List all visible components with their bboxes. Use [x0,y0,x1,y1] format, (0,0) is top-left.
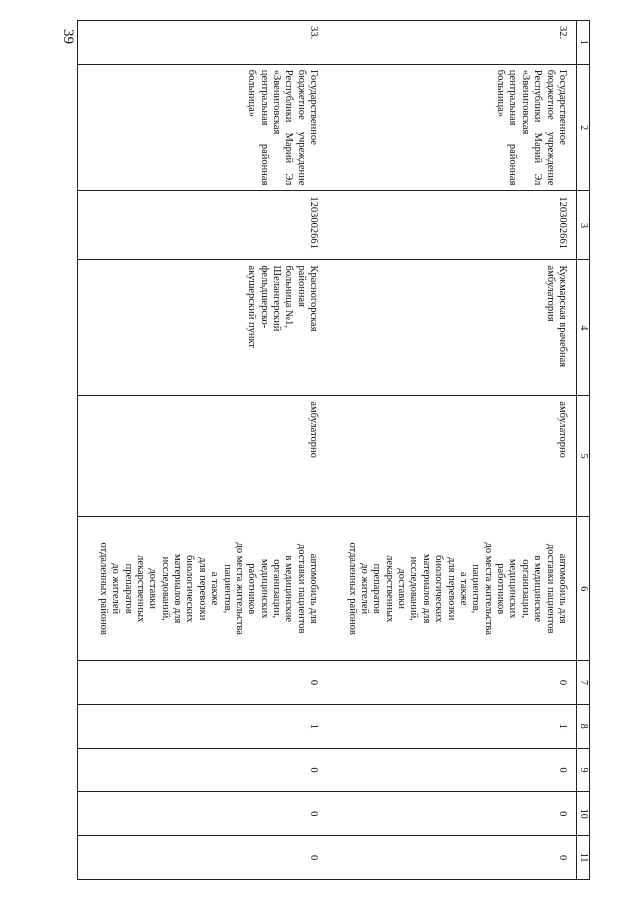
table-row [78,21,327,880]
column-header-5: 5 [577,396,590,517]
care-mode: амбулаторно [78,396,327,517]
column-number-header-row [577,21,590,880]
value-col-8: 1 [78,704,327,748]
page-number: 39 [60,29,76,44]
medical-unit: Кужмарская врачебная амбулатория [327,260,576,396]
column-header-3: 3 [577,191,590,260]
value-col-9: 0 [78,748,327,792]
value-col-8: 1 [327,704,576,748]
institution-name: Государственное бюджетное учреждение Республики Марий Эл «Звениговская центральная районная больница» [78,64,327,191]
column-header-8: 8 [577,704,590,748]
value-col-11: 0 [78,836,327,880]
vehicle-purpose: автомобиль для доставки пациентов в медицинские организации, медицинских работников до места жительства пациентов, а также для перевозки биологических материалов для исследований, доставки лекарственных препаратов до жителей отдаленных районов [78,517,327,661]
document-table-rotated [30,20,590,880]
column-header-7: 7 [577,661,590,705]
row-number: 32. [327,21,576,65]
column-header-4: 4 [577,260,590,396]
value-col-10: 0 [78,792,327,836]
column-header-11: 11 [577,836,590,880]
column-header-1: 1 [577,21,590,65]
value-col-11: 0 [327,836,576,880]
value-col-7: 0 [327,661,576,705]
row-number: 33. [78,21,327,65]
column-header-9: 9 [577,748,590,792]
medical-unit: Красногорская районная больница №1, Шелангерский фельдшерско- акушерский пункт [78,260,327,396]
column-header-2: 2 [577,64,590,191]
institution-code: 1203002661 [78,191,327,260]
care-mode: амбулаторно [327,396,576,517]
column-header-10: 10 [577,792,590,836]
medical-transport-table [78,20,591,880]
value-col-7: 0 [78,661,327,705]
column-header-6: 6 [577,517,590,661]
institution-code: 1203002661 [327,191,576,260]
value-col-9: 0 [327,748,576,792]
institution-name: Государственное бюджетное учреждение Республики Марий Эл «Звениговская центральная районная больница» [327,64,576,191]
vehicle-purpose: автомобиль для доставки пациентов в медицинские организации, медицинских работников до места жительства пациентов, а также для перевозки биологических материалов для исследований, доставки лекарственных препаратов до жителей отдаленных районов [327,517,576,661]
table-row [327,21,576,880]
value-col-10: 0 [327,792,576,836]
